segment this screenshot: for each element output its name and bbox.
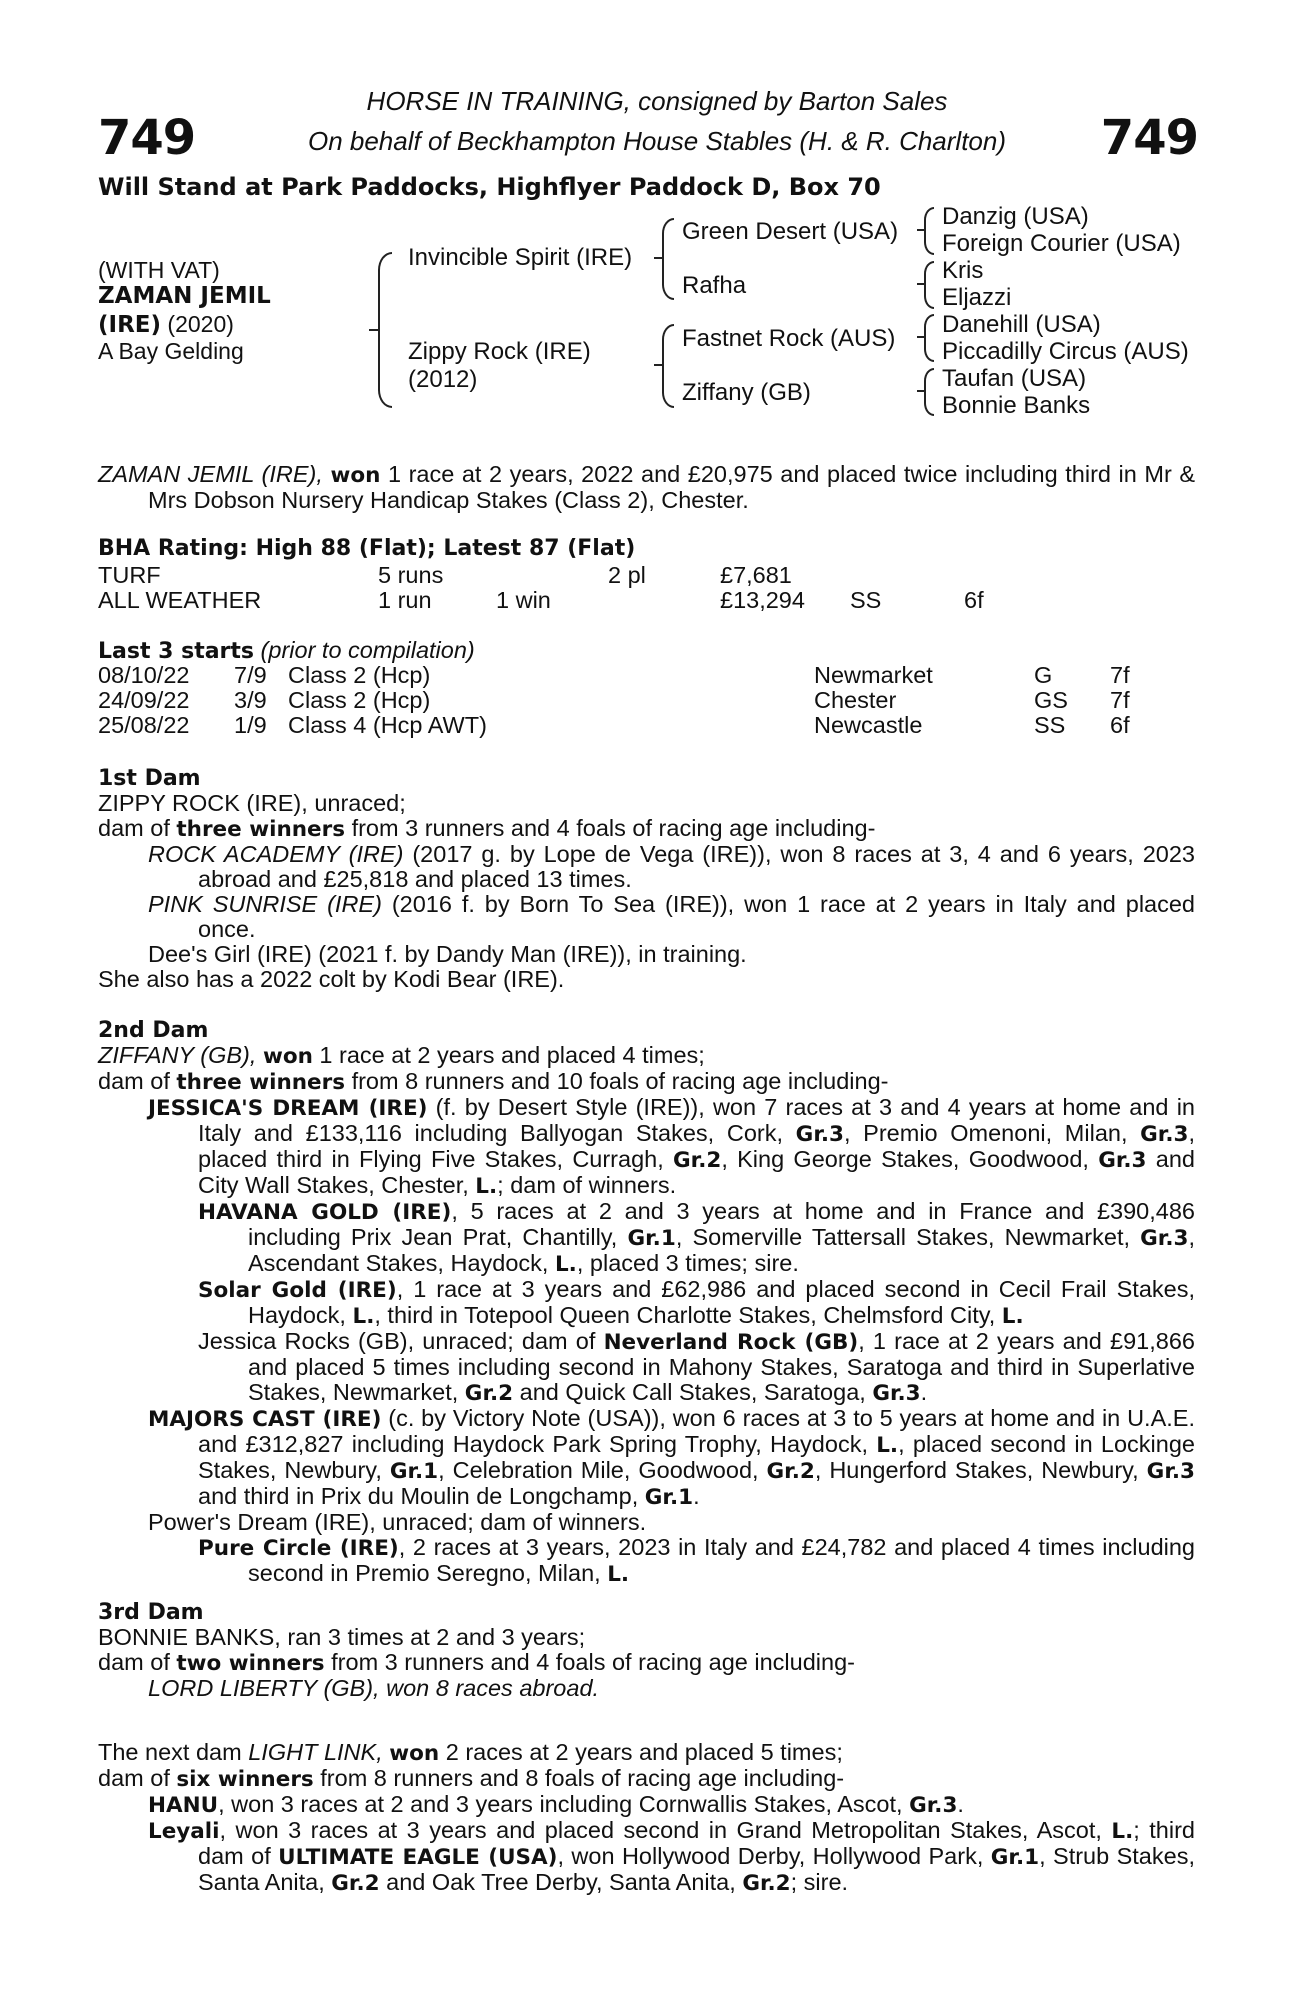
start-going: G [1034, 662, 1053, 688]
dam-brace-tip [654, 364, 663, 366]
start-position: 3/9 [234, 687, 267, 713]
text: , 2 races at 3 years, 2023 in Italy and £24,782 and placed 4 times including second in Premio Seregno, Milan, [248, 1534, 1196, 1586]
text: (c. by Victory Note (USA)), won 6 races at 3 to 5 years at home and in U.A.E. and £312,827 including Haydock Park Spring Trophy, Haydock, [198, 1405, 1195, 1457]
produce-pink-sunrise [98, 892, 1195, 942]
produce-lord-liberty: LORD LIBERTY (GB), won 8 races abroad. [148, 1675, 600, 1701]
consignor-line: On behalf of Beckhampton House Stables (H. & R. Charlton) [307, 126, 1006, 156]
dam-dam: Ziffany (GB) [682, 379, 811, 406]
third-dam-line: BONNIE BANKS, ran 3 times at 2 and 3 years; [98, 1624, 586, 1650]
dam-year: (2012) [408, 366, 478, 393]
stand-location: Will Stand at Park Paddocks, Highflyer Paddock D, Box 70 [98, 173, 881, 201]
rating-surface: TURF [98, 562, 161, 588]
text: , Celebration Mile, Goodwood, [438, 1457, 767, 1483]
produce-record: (2016 f. by Born To Sea (IRE)), won 1 race at 2 years in Italy and placed once. [198, 891, 1195, 942]
text: , 1 race at 2 years and £91,866 and placed 5 times including second in Mahony Stakes, Saratoga and third in Superlative Stakes, Newmarket, [248, 1328, 1195, 1405]
summary-won: won [330, 463, 381, 488]
start-position: 7/9 [234, 662, 267, 688]
won: won [389, 1741, 440, 1766]
rating-wins: 1 win [496, 587, 551, 613]
sd-brace-tip [917, 283, 926, 285]
produce-jessica-rocks [98, 1329, 1195, 1406]
text: , won Hollywood Derby, Hollywood Park, [557, 1843, 991, 1869]
text: . [920, 1379, 928, 1405]
start-date: 24/09/22 [98, 687, 190, 713]
ss-brace-tip [917, 229, 926, 231]
sdd-name: Eljazzi [942, 284, 1012, 311]
next-dam-section [98, 1740, 1195, 1896]
produce-majors-cast [98, 1406, 1195, 1510]
last-starts-title: Last 3 starts [98, 639, 255, 664]
start-class: Class 4 (Hcp AWT) [288, 712, 487, 738]
dd-brace-tip [917, 390, 926, 392]
grade: L. [607, 1562, 630, 1587]
ds-brace [924, 314, 934, 362]
last-starts-note: (prior to compilation) [254, 637, 475, 663]
grade: Gr.2 [673, 1148, 722, 1173]
last-starts-heading [98, 637, 475, 665]
produce-record: (2017 g. by Lope de Vega (IRE)), won 8 races at 3, 4 and 6 years, 2023 abroad and £25,818 and placed 13 times. [198, 841, 1195, 892]
rating-runs: 5 runs [378, 562, 444, 588]
winners-count: three winners [176, 1070, 346, 1095]
dss-name: Danehill (USA) [942, 311, 1101, 338]
text: , 5 races at 2 and 3 years at home and in France and £390,486 including Prix Jean Prat, Chantilly, [248, 1198, 1195, 1250]
ss-brace [924, 207, 934, 255]
produce-name: HANU [148, 1793, 219, 1818]
grade: Gr.3 [872, 1381, 921, 1406]
dam-name: LIGHT LINK, [248, 1739, 383, 1765]
text: , won 3 races at 3 years and placed second in Grand Metropolitan Stakes, Ascot, [219, 1817, 1112, 1843]
rating-placed: 2 pl [608, 562, 646, 588]
produce-powers-dream: Power's Dream (IRE), unraced; dam of winners. [148, 1509, 647, 1535]
won: won [262, 1044, 313, 1069]
sss-name: Danzig (USA) [942, 203, 1089, 230]
produce-name: ULTIMATE EAGLE (USA) [278, 1845, 558, 1870]
grade: Gr.2 [766, 1459, 815, 1484]
text: , Premio Omenoni, Milan, [843, 1120, 1141, 1146]
grade: Gr.3 [795, 1122, 844, 1147]
text: and Quick Call Stakes, Saratoga, [513, 1379, 873, 1405]
start-class: Class 2 (Hcp) [288, 662, 431, 688]
lot-number-right: 749 [1100, 110, 1198, 166]
grade: L. [554, 1252, 577, 1277]
second-dam-produce-line [98, 1069, 1195, 1095]
text: ; third dam of [198, 1817, 1195, 1869]
grade: Gr.2 [331, 1871, 380, 1896]
text: ; dam of winners. [497, 1172, 677, 1198]
next-dam-line [98, 1740, 1195, 1766]
text: , third in Totepool Queen Charlotte Stakes, Chelmsford City, [374, 1302, 1002, 1328]
dam-sire: Fastnet Rock (AUS) [682, 325, 896, 352]
produce-leyali [98, 1818, 1195, 1896]
sd-brace [924, 261, 934, 309]
grade: L. [475, 1174, 498, 1199]
summary-horse-name: ZAMAN JEMIL (IRE), [98, 461, 323, 487]
dd-brace [924, 368, 934, 416]
pedigree-brace-main-tip [369, 329, 378, 331]
sire-sire: Green Desert (USA) [682, 218, 899, 245]
ds-brace-tip [917, 336, 926, 338]
ddd-name: Bonnie Banks [942, 392, 1091, 419]
grade: L. [1111, 1819, 1134, 1844]
text: 2 races at 2 years and placed 5 times; [439, 1739, 843, 1765]
text: from 3 runners and 4 foals of racing age including- [324, 1649, 855, 1675]
sire-dam: Rafha [682, 272, 747, 299]
next-dam-produce-line [98, 1766, 1195, 1792]
sire-brace-tip [654, 257, 663, 259]
rating-surface: ALL WEATHER [98, 587, 262, 613]
text: , placed third in Flying Five Stakes, Curragh, [198, 1120, 1195, 1172]
dam-name: ZIFFANY (GB), [98, 1042, 257, 1068]
summary-paragraph [98, 462, 1195, 513]
start-course: Newmarket [814, 662, 933, 688]
text: , King George Stakes, Goodwood, [721, 1146, 1099, 1172]
ssd-name: Foreign Courier (USA) [942, 230, 1181, 257]
rating-runs: 1 run [378, 587, 432, 613]
start-position: 1/9 [234, 712, 267, 738]
text: dam of [98, 1068, 177, 1094]
grade: Gr.3 [1146, 1459, 1195, 1484]
grade: Gr.3 [1140, 1226, 1189, 1251]
produce-name: JESSICA'S DREAM (IRE) [148, 1096, 428, 1121]
text: and City Wall Stakes, Chester, [198, 1146, 1195, 1198]
produce-havana-gold [98, 1199, 1195, 1277]
text: 1 race at 2 years and placed 4 times; [312, 1042, 705, 1068]
horse-origin: (IRE) [98, 312, 162, 338]
sire-brace [662, 218, 674, 300]
lot-number-left: 749 [98, 110, 196, 166]
winners-count: two winners [176, 1651, 325, 1676]
winners-count: six winners [176, 1767, 314, 1792]
produce-solar-gold [98, 1277, 1195, 1329]
produce-name: Neverland Rock (GB) [603, 1330, 859, 1355]
grade: Gr.1 [627, 1226, 676, 1251]
produce-hanu [98, 1792, 1195, 1818]
horse-name: ZAMAN JEMIL [98, 283, 271, 309]
text: , Ascendant Stakes, Haydock, [248, 1224, 1195, 1276]
text: (f. by Desert Style (IRE)), won 7 races at 3 and 4 years at home and in Italy and £133,116 including Ballyogan Stakes, Cork, [198, 1094, 1195, 1146]
sire-name: Invincible Spirit (IRE) [408, 244, 633, 271]
grade: Gr.2 [464, 1381, 514, 1406]
produce-name: ROCK ACADEMY (IRE) [148, 841, 404, 867]
grade: Gr.1 [389, 1459, 439, 1484]
text: The next dam [98, 1739, 249, 1765]
rating-prize: £13,294 [720, 587, 805, 613]
start-going: SS [1034, 712, 1066, 738]
produce-rock-academy [98, 842, 1195, 892]
first-dam-produce-line [98, 816, 1195, 842]
horse-description: A Bay Gelding [98, 338, 244, 364]
first-dam-note: She also has a 2022 colt by Kodi Bear (IRE). [98, 966, 565, 992]
text: from 3 runners and 4 foals of racing age including- [345, 815, 876, 841]
text: , Somerville Tattersall Stakes, Newmarket, [675, 1224, 1141, 1250]
pedigree-brace-main [378, 252, 392, 408]
third-dam-produce-line [98, 1650, 1195, 1676]
dam-brace [662, 324, 674, 408]
grade: Gr.3 [1098, 1148, 1147, 1173]
rating-going: SS [850, 587, 882, 613]
grade: Gr.1 [644, 1485, 694, 1510]
text: , Strub Stakes, Santa Anita, [198, 1843, 1195, 1895]
start-going: GS [1034, 687, 1068, 713]
produce-name: HAVANA GOLD (IRE) [198, 1200, 452, 1225]
text: ; sire. [790, 1869, 849, 1895]
text: dam of [98, 815, 177, 841]
bha-rating-title: BHA Rating: High 88 (Flat); Latest 87 (Flat) [98, 536, 636, 561]
first-dam-line: ZIPPY ROCK (IRE), unraced; [98, 790, 406, 816]
sds-name: Kris [942, 257, 984, 284]
grade: Gr.3 [1140, 1122, 1189, 1147]
start-distance: 7f [1110, 662, 1130, 688]
produce-dees-girl: Dee's Girl (IRE) (2021 f. by Dandy Man (IRE)), in training. [148, 941, 747, 967]
text: from 8 runners and 8 foals of racing age including- [313, 1765, 845, 1791]
produce-name: PINK SUNRISE (IRE) [148, 891, 382, 917]
text: . [957, 1791, 964, 1817]
third-dam-section [98, 1600, 1195, 1701]
first-dam-section [98, 766, 1195, 992]
text: dam of [98, 1765, 177, 1791]
grade: L. [876, 1433, 899, 1458]
horse-year: (2020) [161, 311, 234, 337]
second-dam-line [98, 1043, 1195, 1069]
produce-name: Leyali [148, 1819, 220, 1844]
horse-origin-year [98, 311, 234, 338]
grade: L. [352, 1304, 375, 1329]
grade: Gr.3 [909, 1793, 958, 1818]
consignment-line: HORSE IN TRAINING, consigned by Barton Sales [366, 86, 948, 116]
winners-count: three winners [176, 817, 346, 842]
rating-distance: 6f [964, 587, 984, 613]
dam-name: Zippy Rock (IRE) [408, 338, 591, 365]
second-dam-title: 2nd Dam [98, 1018, 209, 1043]
start-course: Chester [814, 687, 897, 713]
text: , won 3 races at 2 and 3 years including Cornwallis Stakes, Ascot, [218, 1791, 910, 1817]
start-date: 25/08/22 [98, 712, 190, 738]
grade: L. [1001, 1304, 1024, 1329]
text: , 1 race at 3 years and £62,986 and placed second in Cecil Frail Stakes, Haydock, [248, 1276, 1195, 1328]
dsd-name: Piccadilly Circus (AUS) [942, 338, 1189, 365]
text: and third in Prix du Moulin de Longchamp, [198, 1483, 645, 1509]
dds-name: Taufan (USA) [942, 365, 1087, 392]
text: dam of [98, 1649, 177, 1675]
text: from 8 runners and 10 foals of racing age including- [345, 1068, 889, 1094]
text: and Oak Tree Derby, Santa Anita, [379, 1869, 743, 1895]
second-dam-section [98, 1018, 1195, 1587]
text: Jessica Rocks (GB), unraced; dam of [198, 1328, 604, 1354]
rating-prize: £7,681 [720, 562, 792, 588]
vat-note: (WITH VAT) [98, 257, 220, 283]
first-dam-title: 1st Dam [98, 766, 201, 791]
produce-jessicas-dream [98, 1095, 1195, 1199]
text: . [693, 1483, 700, 1509]
text: , placed second in Lockinge Stakes, Newbury, [198, 1431, 1195, 1483]
start-course: Newcastle [814, 712, 923, 738]
summary-text: 1 race at 2 years, 2022 and £20,975 and placed twice including third in Mr & Mrs Dobson Nursery Handicap Stakes (Class 2), Chester. [148, 461, 1195, 513]
produce-pure-circle [98, 1535, 1195, 1587]
grade: Gr.1 [990, 1845, 1040, 1870]
third-dam-title: 3rd Dam [98, 1600, 204, 1625]
produce-name: Pure Circle (IRE) [198, 1536, 399, 1561]
race-summary [98, 462, 1195, 513]
start-date: 08/10/22 [98, 662, 190, 688]
produce-name: Solar Gold (IRE) [198, 1278, 397, 1303]
start-distance: 6f [1110, 712, 1130, 738]
text: , placed 3 times; sire. [576, 1250, 799, 1276]
produce-name: MAJORS CAST (IRE) [148, 1407, 382, 1432]
text: , Hungerford Stakes, Newbury, [814, 1457, 1147, 1483]
start-class: Class 2 (Hcp) [288, 687, 431, 713]
grade: Gr.2 [742, 1871, 791, 1896]
start-distance: 7f [1110, 687, 1130, 713]
